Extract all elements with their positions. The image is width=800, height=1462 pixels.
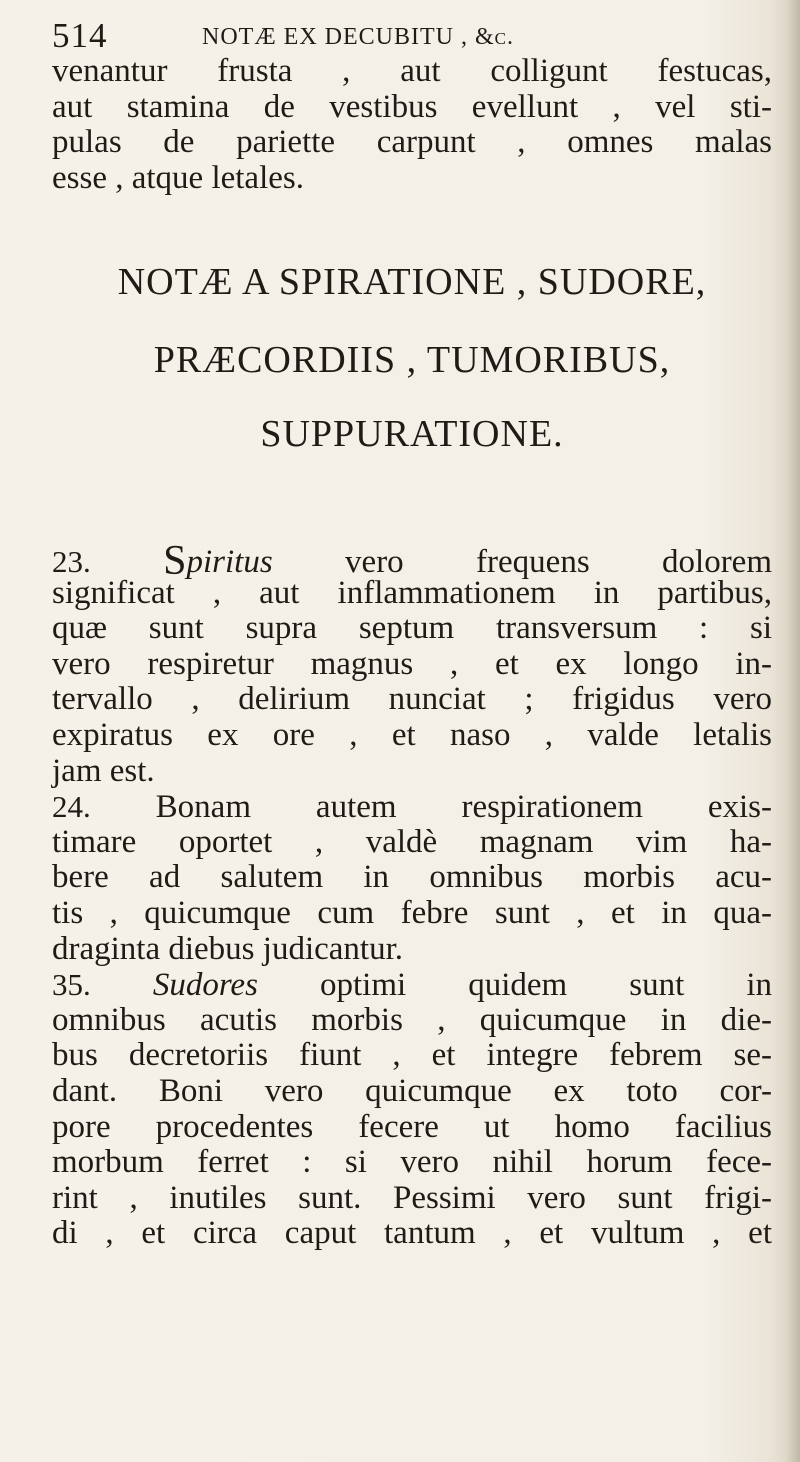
paragraph-23-line-1-rest: vero frequens dolorem	[272, 544, 773, 580]
paragraph-24-line-3: bere ad salutem in omnibus morbis acu-	[52, 859, 772, 896]
paragraph-35-line-8: di , et circa caput tantum , et vultum , et	[52, 1215, 772, 1252]
paragraph-23-line-4: vero respiretur magnus , et ex longo in-	[52, 645, 772, 682]
paragraph-23-line-3: quæ sunt supra septum transversum : si	[52, 610, 772, 647]
section-heading-line-1: NOTÆ A SPIRATIONE , SUDORE,	[117, 261, 707, 303]
paragraph-23-number: 23.	[52, 544, 91, 579]
intro-line-2: aut stamina de vestibus evellunt , vel sti-	[52, 88, 772, 125]
main-text-block	[52, 540, 772, 1252]
paragraph-24-line-1-rest: Bonam autem respirationem exis-	[90, 789, 772, 826]
paragraph-23-line-1	[52, 538, 773, 584]
section-heading-line-3: SUPPURATIONE.	[260, 413, 564, 455]
page-number: 514	[52, 16, 108, 55]
paragraph-35-line-1	[52, 967, 772, 1003]
paragraph-35-line-1-rest: optimi quidem sunt in	[257, 967, 772, 1004]
intro-line-3: pulas de pariette carpunt , omnes malas	[52, 124, 772, 161]
section-heading-line-2: PRÆCORDIIS , TUMORIBUS,	[153, 339, 671, 381]
paragraph-35-line-4: dant. Boni vero quicumque ex toto cor-	[52, 1072, 772, 1109]
paragraph-24-number: 24.	[52, 789, 91, 825]
paragraph-23-line-6: expiratus ex ore , et naso , valde letalis	[52, 716, 772, 753]
paragraph-35-line-6: morbum ferret : si vero nihil horum fece-	[52, 1144, 772, 1181]
paragraph-23-lead: piritus	[186, 544, 273, 580]
paragraph-23-line-5: tervallo , delirium nunciat ; frigidus vero	[52, 681, 772, 718]
paragraph-35-number: 35.	[52, 967, 91, 1003]
paragraph-35-line-3: bus decretoriis fiunt , et integre febrem se-	[52, 1037, 772, 1074]
paragraph-24-line-1	[52, 789, 772, 825]
paragraph-23-line-2: significat , aut inflammationem in partibus,	[52, 574, 772, 611]
paragraph-24-line-2: timare oportet , valdè magnam vim ha-	[52, 823, 772, 860]
paragraph-35-lead: Sudores	[152, 967, 258, 1004]
running-title: NOTÆ EX DECUBITU , &c.	[202, 24, 514, 50]
running-head	[52, 14, 772, 54]
page-edge-shadow	[786, 0, 800, 1462]
paragraph-24-line-5: draginta diebus judicantur.	[52, 930, 403, 967]
intro-line-1: venantur frusta , aut colligunt festucas,	[52, 53, 772, 89]
intro-line-4: esse , atque letales.	[52, 159, 304, 196]
paragraph-35-line-7: rint , inutiles sunt. Pessimi vero sunt frigi-	[52, 1179, 772, 1216]
paragraph-35-line-5: pore procedentes fecere ut homo facilius	[52, 1108, 772, 1145]
paragraph-24-line-4: tis , quicumque cum febre sunt , et in qua-	[52, 894, 772, 931]
paragraph-23-initial: S	[163, 538, 187, 584]
intro-text	[52, 54, 772, 196]
paragraph-23-line-7: jam est.	[52, 752, 155, 789]
paragraph-35-line-2: omnibus acutis morbis , quicumque in die-	[52, 1001, 772, 1038]
